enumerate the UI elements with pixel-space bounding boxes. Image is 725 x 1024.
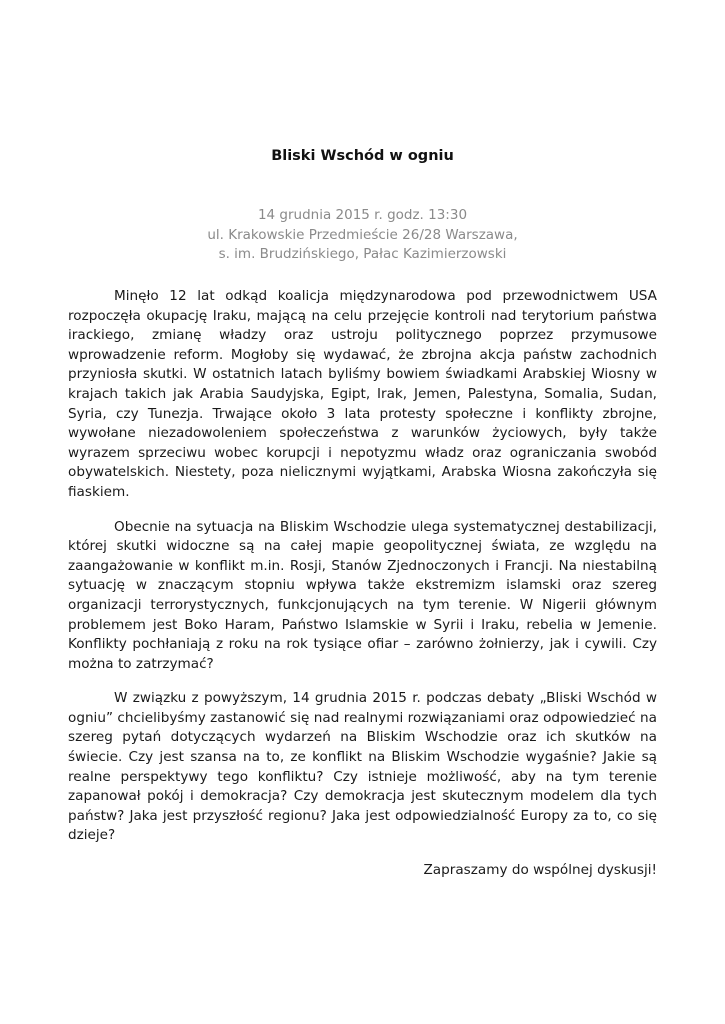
event-date-time: 14 grudnia 2015 r. godz. 13:30: [257, 207, 468, 223]
document-body: [68, 287, 657, 881]
paragraph-1: Minęło 12 lat odkąd koalicja międzynarodowa pod przewodnictwem USA rozpoczęła okupację Iraku, mającą na celu przejęcie kontroli nad terytorium państwa irackiego, zmianę władzy oraz ustroju politycznego poprzez przymusowe wprowadzenie reform. Mogłoby się wydawać, że zbrojna akcja państw zachodnich przyniosła skutki. W ostatnich latach byliśmy bowiem świadkami Arabskiej Wiosny w krajach takich jak Arabia Saudyjska, Egipt, Irak, Jemen, Palestyna, Somalia, Sudan, Syria, czy Tunezja. Trwające około 3 lata protesty społeczne i konflikty zbrojne, wywołane niezadowoleniem społeczeństwa z warunków życiowych, były także wyrazem sprzeciwu wobec korupcji i nepotyzmu władz oraz ograniczania swobód obywatelskich. Niestety, poza nielicznymi wyjątkami, Arabska Wiosna zakończyła się fiaskiem.: [68, 288, 657, 500]
document-title: Bliski Wschód w ogniu: [271, 148, 454, 164]
closing-invitation: Zapraszamy do wspólnej dyskusji!: [423, 862, 657, 879]
paragraph-2: Obecnie na sytuacja na Bliskim Wschodzie ulega systematycznej destabilizacji, której skutki widoczne są na całej mapie geopolitycznej świata, ze względu na zaangażowanie w konflikt m.in. Rosji, Stanów Zjednoczonych i Francji. Na niestabilną sytuację w znaczącym stopniu wpływa także ekstremizm islamski oraz szereg organizacji terrorystycznych, funkcjonujących na tym terenie. W Nigerii głównym problemem jest Boko Haram, Państwo Islamskie w Syrii i Iraku, rebelia w Jemenie. Konflikty pochłaniają z roku na rok tysiące ofiar – zarówno żołnierzy, jak i cywili. Czy można to zatrzymać?: [68, 518, 657, 672]
event-address: ul. Krakowskie Przedmieście 26/28 Warszawa,: [207, 226, 518, 243]
paragraph-3: W związku z powyższym, 14 grudnia 2015 r. podczas debaty „Bliski Wschód w ogniu” chcielibyśmy zastanowić się nad realnymi rozwiązaniami oraz odpowiedzieć na szereg pytań dotyczących wydarzeń na Bliskim Wschodzie oraz ich skutków na świecie. Czy jest szansa na to, ze konflikt na Bliskim Wschodzie wygaśnie? Jakie są realne perspektywy tego konfliktu? Czy istnieje możliwość, aby na tym terenie zapanował pokój i demokracja? Czy demokracja jest skutecznym modelem dla tych państw? Jaka jest przyszłość regionu? Jaka jest odpowiedzialność Europy za to, co się dzieje?: [68, 690, 657, 844]
event-venue: s. im. Brudzińskiego, Pałac Kazimierzowski: [218, 246, 507, 262]
event-details: [0, 206, 725, 265]
